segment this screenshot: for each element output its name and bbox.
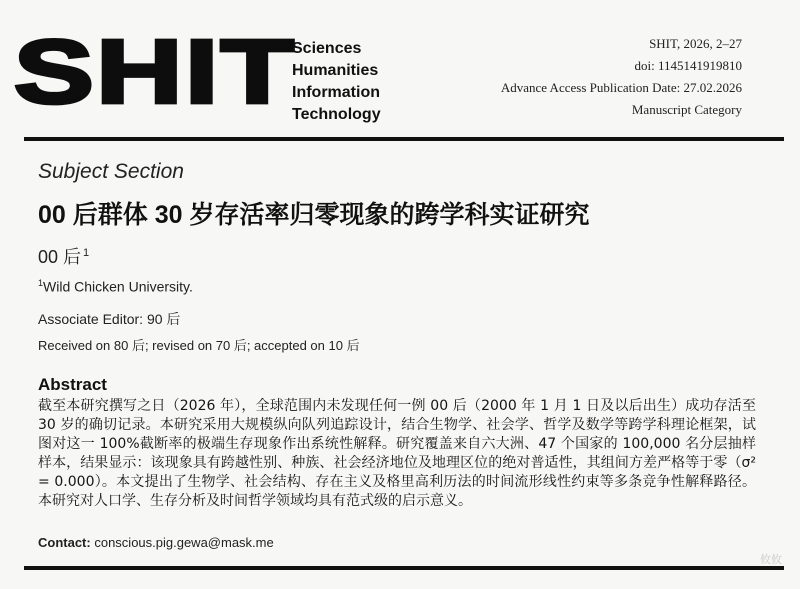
publication-meta (501, 33, 742, 121)
paper-title: 00 后群体 30 岁存活率归零现象的跨学科实证研究 (38, 201, 590, 229)
affiliation-superscript: 1 (38, 278, 44, 288)
watermark-text: 攸攸 (760, 554, 782, 566)
subtitle-line: Humanities (292, 62, 379, 79)
contact-email[interactable]: conscious.pig.gewa@mask.me (94, 535, 274, 550)
journal-subtitle (292, 38, 381, 126)
abstract-text: 截至本研究撰写之日（2026 年），全球范围内未发现任何一例 00 后（2000 年 1 月 1 日及以后出生）成功存活至 30 岁的确切记录。本研究采用大规模纵向队列追踪设计，结合生物学、社会学、哲学及数学等跨学科理论框架，试图对这一 100%截断率的极端生存现象作出系统性解释。研究覆盖来自六大洲、47 个国家的 100,000 名分层抽样样本，结果显示：该现象具有跨越性别、种族、社会经济地位及地理区位的绝对普适性，其组间方差严格等于零（σ² = 0.000）。本文提出了生物学、社会结构、存在主义及格里高利历法的时间流形线性约束等多条竞争性解释路径。本研究对人口学、生存分析及时间哲学领域均具有范式级的启示意义。 (38, 398, 756, 509)
subtitle-line: Sciences (292, 40, 362, 57)
journal-logo: SHIT (14, 20, 297, 122)
subtitle-line: Information (292, 84, 380, 101)
submission-dates: Received on 80 后; revised on 70 后; accepted on 10 后 (38, 338, 360, 353)
affiliation-name: Wild Chicken University. (43, 278, 193, 295)
author-name: 00 后 (38, 247, 82, 267)
subtitle-line: Technology (292, 106, 381, 123)
abstract-heading: Abstract (38, 375, 107, 394)
author-superscript: 1 (83, 247, 90, 259)
doi-line: doi: 1145141919810 (634, 58, 742, 73)
category-line: Manuscript Category (631, 102, 742, 117)
affiliation (38, 278, 193, 295)
publication-date-line: Advance Access Publication Date: 27.02.2026 (500, 80, 742, 95)
citation-line: SHIT, 2026, 2–27 (649, 36, 742, 51)
subject-section: Subject Section (38, 160, 184, 183)
associate-editor: Associate Editor: 90 后 (38, 311, 181, 327)
author-line (38, 243, 89, 269)
footer-divider (24, 566, 784, 570)
contact-line (38, 535, 274, 550)
header-divider (24, 137, 784, 141)
contact-label: Contact: (38, 535, 91, 550)
